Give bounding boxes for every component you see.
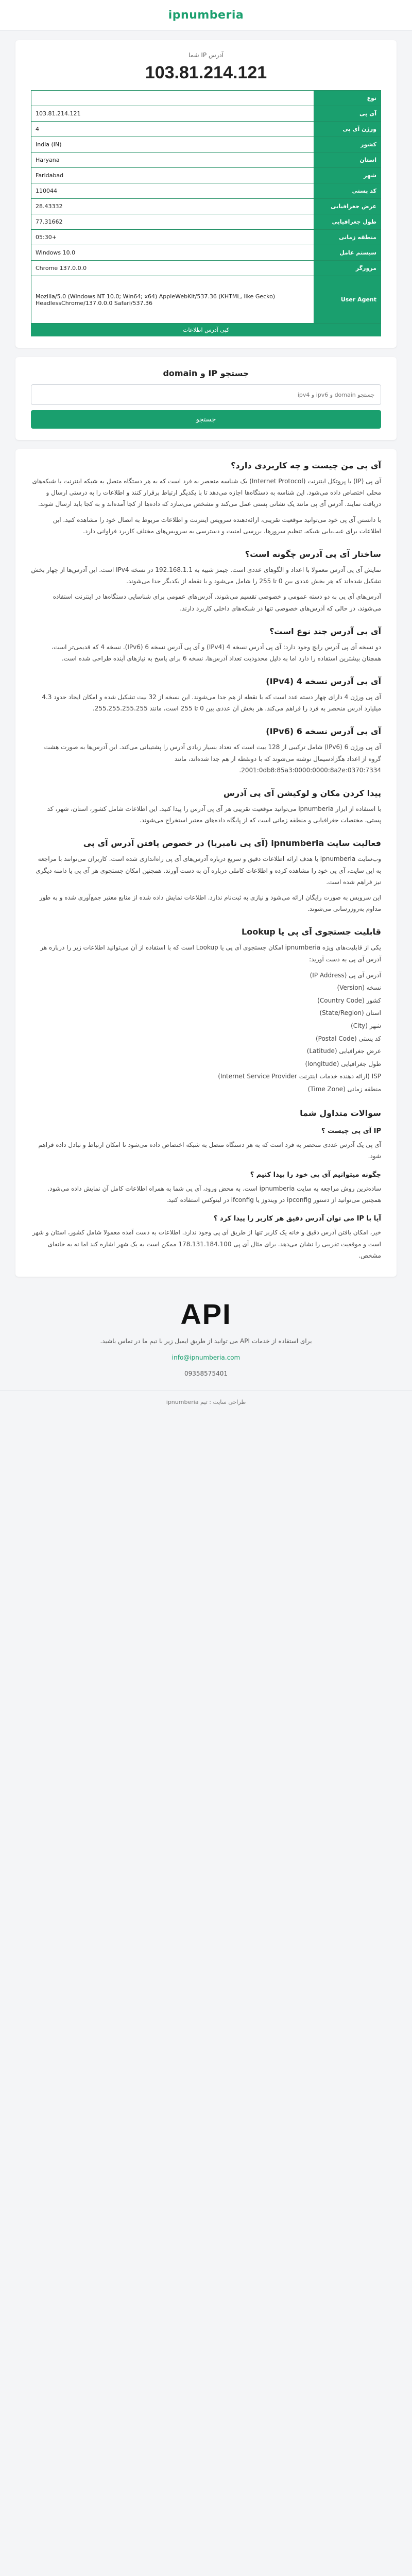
table-row (31, 214, 381, 230)
row-value: 110044 (31, 183, 314, 199)
list-item: عرض جغرافیایی (Latitude) (306, 1047, 381, 1055)
list-item: استان (State/Region) (319, 1009, 381, 1017)
row-key: استان (314, 152, 381, 168)
row-key: طول جغرافیایی (314, 214, 381, 230)
row-key: User Agent (314, 276, 381, 324)
api-section (15, 1277, 397, 1390)
ip-label: آدرس IP شما (188, 52, 224, 59)
faq-answer: آی پی یک آدرس عددی منحصر به فرد است که به هر دستگاه متصل به شبکه اختصاص داده می‌شود تا امکان ارتباط و تبادل داده فراهم شود. (38, 1141, 381, 1160)
list-item: آدرس آی پی (IP Address) (310, 971, 381, 979)
paragraph: با دانستن آی پی خود می‌توانید موقعیت تقریبی، ارائه‌دهنده سرویس اینترنت و اطلاعات مربوط به اتصال خود را مشاهده کنید. این اطلاعات برای عیب‌یابی شبکه، تنظیم سرورها، بررسی امنیت و دسترسی به سرویس‌های مختلف کاربرد فراوانی دارد. (53, 516, 381, 535)
section-heading: ساختار آی پی آدرس چگونه است؟ (245, 549, 381, 559)
row-value: Haryana (31, 152, 314, 168)
paragraph: آی پی ورژن 4 دارای چهار دسته عدد است که با نقطه از هم جدا می‌شوند. این نسخه از 32 بیت تشکیل شده و امکان ایجاد حدود 4.3 میلیارد آدرس منحصر به فرد را فراهم می‌کند. هر بخش آن عددی بین 0 تا 255 است، مانند 255.255.255.255. (42, 693, 381, 713)
table-row (31, 122, 381, 137)
row-key: مرورگر (314, 261, 381, 276)
paragraph: نمایش آی پی آدرس معمولا با اعداد و الگوهای عددی است. جیمز شبیه به 192.168.1.1 در نسخه IPv4 است. این آدرس‌ها از چهار بخش تشکیل شده‌اند که هر بخش عددی بین 0 تا 255 را شامل می‌شود و با نقطه از یکدیگر جدا می‌شوند. (31, 566, 381, 585)
row-key: کشور (314, 137, 381, 152)
table-row (31, 230, 381, 245)
ip-info-table (31, 90, 381, 324)
copy-info-button[interactable]: کپی آدرس اطلاعات (31, 324, 381, 336)
paragraph: این سرویس به صورت رایگان ارائه می‌شود و نیازی به ثبت‌نام ندارد. اطلاعات نمایش داده شده از منابع معتبر جمع‌آوری شده و به طور مداوم به‌روزرسانی می‌شوند. (39, 893, 381, 913)
search-card (15, 357, 397, 440)
row-value: 28.43332 (31, 199, 314, 214)
row-value: 103.81.214.121 (31, 106, 314, 122)
row-key: منطقه زمانی (314, 230, 381, 245)
list-item: کشور (Country Code) (317, 996, 381, 1004)
section-heading: آی پی من چیست و چه کاربردی دارد؟ (231, 461, 381, 470)
list-item: طول جغرافیایی (longitude) (305, 1060, 381, 1067)
search-input[interactable] (31, 384, 381, 405)
paragraph: وب‌سایت ipnumberia با هدف ارائه اطلاعات دقیق و سریع درباره آدرس‌های آی پی راه‌اندازی شده است. کاربران می‌توانند با مراجعه به این سایت، آی پی خود را مشاهده کرده و اطلاعات کاملی درباره آن به دست آورند. همچنین امکان جستجوی هر آی پی یا دامنه دیگری نیز فراهم شده است. (36, 855, 381, 886)
paragraph: دو نسخه آی پی آدرس رایج وجود دارد: آی پی آدرس نسخه 4 (IPv4) و آی پی آدرس نسخه 6 (IPv6). نسخه 4 که قدیمی‌تر است، همچنان بیشترین استفاده را دارد اما به دلیل محدودیت تعداد آدرس‌ها، نسخه 6 برای پاسخ به نیازهای آینده طراحی شده است. (52, 643, 381, 662)
site-logo[interactable]: ipnumberia (168, 9, 244, 22)
row-key: ورژن آی پی (314, 122, 381, 137)
section-heading: آی پی آدرس نسخه 4 (IPv4) (266, 676, 381, 687)
row-key: سیستم عامل (314, 245, 381, 261)
table-row (31, 199, 381, 214)
table-row (31, 245, 381, 261)
row-value: 77.31662 (31, 214, 314, 230)
row-value: India (IN) (31, 137, 314, 152)
section-heading: فعالیت سایت ipnumberia (آی پی نامبریا) در خصوص یافتن آدرس آی پی (83, 838, 381, 849)
section-heading: آی پی آدرس نسخه 6 (IPv6) (266, 726, 381, 737)
faq-question: IP آی پی چیست ؟ (321, 1127, 381, 1135)
footer: طراحی سایت : تیم ipnumberia (0, 1390, 412, 1416)
table-row (31, 106, 381, 122)
table-row (31, 183, 381, 199)
table-row (31, 152, 381, 168)
row-value: 05:30+ (31, 230, 314, 245)
row-key: شهر (314, 168, 381, 183)
faq-answer: ساده‌ترین روش مراجعه به سایت ipnumberia است. به محض ورود، آی پی شما به همراه اطلاعات کامل آن نمایش داده می‌شود. همچنین می‌توانید از دستور ipconfig در ویندوز یا ifconfig در لینوکس استفاده کنید. (47, 1185, 381, 1204)
row-key: عرض جغرافیایی (314, 199, 381, 214)
row-key: کد پستی (314, 183, 381, 199)
ip-address-display: 103.81.214.121 (145, 63, 267, 82)
faq-heading: سوالات متداول شما (300, 1108, 381, 1118)
search-title: جستجو IP و domain (163, 368, 249, 378)
row-value: Chrome 137.0.0.0 (31, 261, 314, 276)
row-key: آی پی (314, 106, 381, 122)
table-row (31, 276, 381, 324)
article (15, 449, 397, 1277)
api-title: API (180, 1297, 232, 1330)
row-value: Faridabad (31, 168, 314, 183)
table-row (31, 261, 381, 276)
list-item: ISP (ارائه دهنده خدمات اینترنت Internet Service Provider) (218, 1073, 381, 1080)
list-item: شهر (City) (351, 1022, 381, 1030)
paragraph: یکی از قابلیت‌های ویژه ipnumberia امکان جستجوی آی پی یا Lookup است که با استفاده از آن می‌توانید اطلاعات زیر را درباره هر آدرس آی پی به دست آورید: (40, 944, 381, 963)
faq-question: آیا با IP می توان آدرس دقیق هر کاربر را پیدا کرد ؟ (213, 1215, 381, 1223)
paragraph: آدرس‌های آی پی به دو دسته عمومی و خصوصی تقسیم می‌شوند. آدرس‌های عمومی برای شناسایی دستگاه‌ها در اینترنت استفاده می‌شوند، در حالی که آدرس‌های خصوصی تنها در شبکه‌های داخلی کاربرد دارند. (53, 593, 381, 612)
main-content (15, 40, 397, 1390)
row-value: 4 (31, 122, 314, 137)
list-item: نسخه (Version) (337, 984, 381, 992)
table-row (31, 137, 381, 152)
search-button[interactable]: جستجو (31, 410, 381, 429)
list-item: کد پستی (Postal Code) (315, 1035, 381, 1042)
faq-answer: خیر، امکان یافتن آدرس دقیق و خانه یک کاربر تنها از طریق آی پی وجود ندارد. اطلاعات به دست آمده معمولا شامل کشور، استان و شهر است و موقعیت تقریبی را نشان می‌دهد. برای مثال آی پی 178.131.184.100 ممکن است به یک شهر اشاره کند اما نه به خانه‌ای مشخص. (32, 1229, 381, 1259)
table-head-value (31, 91, 314, 106)
list-item: منطقه زمانی (Time Zone) (307, 1086, 381, 1093)
row-value: Windows 10.0 (31, 245, 314, 261)
faq-question: چگونه میتوانیم آی پی خود را پیدا کنیم ؟ (250, 1171, 381, 1179)
table-head-key: نوع (314, 91, 381, 106)
api-email-link[interactable]: info@ipnumberia.com (171, 1353, 241, 1361)
paragraph: با استفاده از ابزار ipnumberia می‌توانید موقعیت تقریبی هر آی پی آدرس را پیدا کنید. این اطلاعات شامل کشور، استان، شهر، کد پستی، مختصات جغرافیایی و منطقه زمانی است که از پایگاه داده‌های معتبر استخراج می‌شوند. (47, 805, 381, 824)
ip-info-card (15, 40, 397, 348)
header (0, 0, 412, 31)
api-phone: 09358575401 (184, 1370, 228, 1378)
section-heading: قابلیت جستجوی آی پی یا Lookup (242, 927, 381, 937)
section-heading: پیدا کردن مکان و لوکیشن آی پی آدرس (223, 788, 381, 798)
row-value: Mozilla/5.0 (Windows NT 10.0; Win64; x64) AppleWebKit/537.36 (KHTML, like Gecko) HeadlessChrome/137.0.0.0 Safari/537.36 (31, 276, 314, 324)
table-row (31, 168, 381, 183)
section-heading: آی پی آدرس چند نوع است؟ (269, 626, 381, 636)
paragraph: آی پی (IP) یا پروتکل اینترنت (Internet Protocol) یک شناسه منحصر به فرد است که به هر دستگاه متصل به شبکه اینترنت یا شبکه‌های محلی اختصاص داده می‌شود. این شناسه به دستگاه‌ها اجازه می‌دهد تا با یکدیگر ارتباط برقرار کنند و اطلاعات را به درستی ارسال و دریافت نمایند. آدرس آی پی مانند یک نشانی پستی عمل می‌کند و مشخص می‌سازد که داده‌ها از کجا آمده‌اند و به کجا باید ارسال شوند. (32, 478, 381, 508)
lookup-fields-list (31, 969, 381, 1096)
paragraph: آی پی ورژن 6 (IPv6) شامل ترکیبی از 128 بیت است که تعداد بسیار زیادی آدرس را پشتیبانی می‌کند. این آدرس‌ها به صورت هشت گروه از اعداد هگزادسیمال نوشته می‌شوند که با دونقطه از هم جدا شده‌اند، مانند 2001:0db8:85a3:0000:0000:8a2e:0370:7334. (44, 743, 381, 774)
api-description: برای استفاده از خدمات API می توانید از طریق ایمیل زیر با تیم ما در تماس باشید. (100, 1337, 312, 1345)
